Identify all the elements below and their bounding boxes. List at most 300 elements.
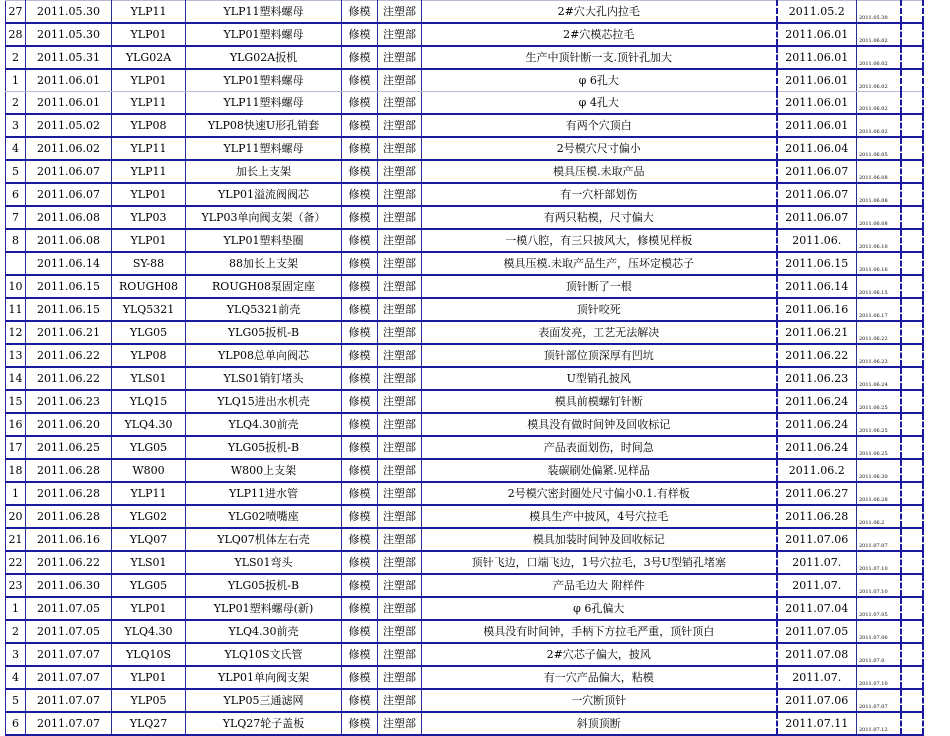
cell-blank [901, 551, 923, 574]
cell-department: 注塑部 [378, 597, 422, 620]
cell-department: 注塑部 [378, 344, 422, 367]
table-row [6, 46, 923, 69]
cell-department: 注塑部 [378, 689, 422, 712]
table-row [6, 229, 923, 252]
cell-confirm-date: 2011.07.07 [857, 689, 901, 712]
cell-repair-type: 修模 [342, 160, 378, 183]
cell-completion-date: 2011.07.06 [777, 528, 857, 551]
cell-repair-type: 修模 [342, 712, 378, 735]
table-row [6, 114, 923, 137]
cell-mold-code: YLQ07 [112, 528, 186, 551]
cell-blank [901, 252, 923, 275]
cell-completion-date: 2011.07.05 [777, 620, 857, 643]
cell-department: 注塑部 [378, 712, 422, 735]
cell-blank [901, 137, 923, 160]
cell-department: 注塑部 [378, 482, 422, 505]
cell-mold-code: YLG05 [112, 574, 186, 597]
cell-row-number: 18 [6, 459, 26, 482]
cell-part-name: YLP05三通滤网 [186, 689, 342, 712]
cell-request-date: 2011.05.31 [26, 46, 112, 69]
cell-part-name: 加长上支架 [186, 160, 342, 183]
cell-confirm-date: 2011.06.22 [857, 321, 901, 344]
cell-repair-type: 修模 [342, 137, 378, 160]
cell-repair-type: 修模 [342, 298, 378, 321]
cell-part-name: YLS01弯头 [186, 551, 342, 574]
cell-completion-date: 2011.06.22 [777, 344, 857, 367]
cell-blank [901, 114, 923, 137]
cell-confirm-date: 2011.06.15 [857, 275, 901, 298]
cell-part-name: YLQ4.30前壳 [186, 413, 342, 436]
cell-completion-date: 2011.07.06 [777, 689, 857, 712]
cell-issue-description: 模具没有时间钟，手柄下方拉毛严重，顶针顶白 [422, 620, 777, 643]
cell-repair-type: 修模 [342, 551, 378, 574]
cell-confirm-date: 2011.07.06 [857, 620, 901, 643]
cell-part-name: YLP01塑料螺母 [186, 69, 342, 92]
cell-mold-code: YLS01 [112, 367, 186, 390]
cell-row-number: 15 [6, 390, 26, 413]
cell-department: 注塑部 [378, 23, 422, 46]
cell-request-date: 2011.06.08 [26, 206, 112, 229]
cell-mold-code: YLP01 [112, 69, 186, 92]
cell-request-date: 2011.07.05 [26, 620, 112, 643]
cell-part-name: YLG02A扳机 [186, 46, 342, 69]
cell-row-number: 6 [6, 712, 26, 735]
table-row [6, 413, 923, 436]
cell-mold-code: YLP11 [112, 92, 186, 115]
table-row [6, 574, 923, 597]
cell-repair-type: 修模 [342, 183, 378, 206]
cell-confirm-date: 2011.06.02 [857, 69, 901, 92]
cell-confirm-date: 2011.06.08 [857, 160, 901, 183]
table-row [6, 643, 923, 666]
cell-completion-date: 2011.06.24 [777, 413, 857, 436]
cell-mold-code: YLP03 [112, 206, 186, 229]
table-row [6, 344, 923, 367]
cell-issue-description: 模具加装时间钟及回收标记 [422, 528, 777, 551]
cell-repair-type: 修模 [342, 229, 378, 252]
cell-mold-code: YLP11 [112, 1, 186, 24]
cell-repair-type: 修模 [342, 597, 378, 620]
cell-issue-description: 2号模穴尺寸偏小 [422, 137, 777, 160]
cell-issue-description: 顶针咬死 [422, 298, 777, 321]
cell-request-date: 2011.06.22 [26, 367, 112, 390]
cell-confirm-date: 2011.06.25 [857, 390, 901, 413]
cell-row-number: 1 [6, 482, 26, 505]
table-row [6, 436, 923, 459]
cell-request-date: 2011.06.23 [26, 390, 112, 413]
cell-mold-code: YLP01 [112, 23, 186, 46]
cell-department: 注塑部 [378, 229, 422, 252]
cell-repair-type: 修模 [342, 413, 378, 436]
cell-request-date: 2011.06.22 [26, 551, 112, 574]
cell-repair-type: 修模 [342, 390, 378, 413]
cell-part-name: YLG05扳机-B [186, 321, 342, 344]
cell-request-date: 2011.06.28 [26, 482, 112, 505]
cell-blank [901, 390, 923, 413]
table-row [6, 1, 923, 24]
cell-blank [901, 505, 923, 528]
cell-department: 注塑部 [378, 298, 422, 321]
cell-confirm-date: 2011.06.25 [857, 413, 901, 436]
cell-request-date: 2011.06.15 [26, 298, 112, 321]
cell-confirm-date: 2011.05.30 [857, 1, 901, 24]
cell-confirm-date: 2011.07.12 [857, 712, 901, 735]
cell-row-number: 2 [6, 46, 26, 69]
cell-mold-code: YLP11 [112, 482, 186, 505]
cell-mold-code: YLQ5321 [112, 298, 186, 321]
cell-part-name: YLS01销钉堵头 [186, 367, 342, 390]
table-row [6, 92, 923, 115]
cell-request-date: 2011.06.28 [26, 459, 112, 482]
cell-completion-date: 2011.06.23 [777, 367, 857, 390]
cell-issue-description: 2#穴芯子偏大，披风 [422, 643, 777, 666]
cell-blank [901, 367, 923, 390]
cell-mold-code: YLG02A [112, 46, 186, 69]
cell-completion-date: 2011.06.16 [777, 298, 857, 321]
cell-request-date: 2011.06.02 [26, 137, 112, 160]
cell-request-date: 2011.06.28 [26, 505, 112, 528]
cell-request-date: 2011.06.22 [26, 344, 112, 367]
cell-department: 注塑部 [378, 183, 422, 206]
cell-issue-description: 有两个穴顶白 [422, 114, 777, 137]
cell-blank [901, 666, 923, 689]
cell-confirm-date: 2011.06.23 [857, 344, 901, 367]
cell-repair-type: 修模 [342, 666, 378, 689]
cell-issue-description: φ 6孔大 [422, 69, 777, 92]
cell-blank [901, 436, 923, 459]
cell-request-date: 2011.07.07 [26, 689, 112, 712]
cell-blank [901, 597, 923, 620]
cell-request-date: 2011.06.15 [26, 275, 112, 298]
table-row [6, 620, 923, 643]
cell-repair-type: 修模 [342, 505, 378, 528]
cell-completion-date: 2011.07. [777, 551, 857, 574]
cell-completion-date: 2011.06.21 [777, 321, 857, 344]
cell-repair-type: 修模 [342, 689, 378, 712]
cell-confirm-date: 2011.06.02 [857, 92, 901, 115]
cell-confirm-date: 2011.06.24 [857, 367, 901, 390]
cell-part-name: YLQ15进出水机壳 [186, 390, 342, 413]
cell-blank [901, 46, 923, 69]
cell-completion-date: 2011.07.08 [777, 643, 857, 666]
cell-confirm-date: 2011.07.07 [857, 528, 901, 551]
cell-row-number: 3 [6, 114, 26, 137]
cell-issue-description: 2#穴大孔内拉毛 [422, 1, 777, 24]
cell-request-date: 2011.06.16 [26, 528, 112, 551]
table-row [6, 183, 923, 206]
cell-blank [901, 1, 923, 24]
cell-part-name: YLQ27轮子盖板 [186, 712, 342, 735]
cell-blank [901, 482, 923, 505]
cell-row-number: 17 [6, 436, 26, 459]
cell-blank [901, 298, 923, 321]
cell-issue-description: 模具生产中披风，4号穴拉毛 [422, 505, 777, 528]
cell-completion-date: 2011.06. [777, 229, 857, 252]
cell-issue-description: 产品表面划伤，时间急 [422, 436, 777, 459]
cell-department: 注塑部 [378, 92, 422, 115]
cell-blank [901, 160, 923, 183]
cell-completion-date: 2011.06.24 [777, 436, 857, 459]
cell-issue-description: 生产中顶针断一支.顶针孔加大 [422, 46, 777, 69]
cell-issue-description: 产品毛边大 附样件 [422, 574, 777, 597]
cell-issue-description: 装碳刷处偏紧.见样品 [422, 459, 777, 482]
cell-issue-description: 顶针断了一根 [422, 275, 777, 298]
cell-part-name: YLQ4.30前壳 [186, 620, 342, 643]
cell-part-name: YLG02喷嘴座 [186, 505, 342, 528]
cell-confirm-date: 2011.07.10 [857, 666, 901, 689]
cell-repair-type: 修模 [342, 23, 378, 46]
cell-part-name: YLG05扳机-B [186, 436, 342, 459]
cell-department: 注塑部 [378, 137, 422, 160]
cell-repair-type: 修模 [342, 344, 378, 367]
cell-request-date: 2011.07.05 [26, 597, 112, 620]
cell-confirm-date: 2011.06.30 [857, 459, 901, 482]
cell-issue-description: 2#穴模芯拉毛 [422, 23, 777, 46]
table-row [6, 321, 923, 344]
cell-confirm-date: 2011.06.10 [857, 229, 901, 252]
cell-repair-type: 修模 [342, 482, 378, 505]
cell-repair-type: 修模 [342, 92, 378, 115]
cell-part-name: W800上支架 [186, 459, 342, 482]
cell-completion-date: 2011.06.01 [777, 46, 857, 69]
cell-row-number: 5 [6, 160, 26, 183]
cell-department: 注塑部 [378, 252, 422, 275]
cell-issue-description: 有一穴杆部划伤 [422, 183, 777, 206]
cell-row-number: 16 [6, 413, 26, 436]
cell-confirm-date: 2011.06.25 [857, 436, 901, 459]
cell-row-number [6, 252, 26, 275]
cell-department: 注塑部 [378, 69, 422, 92]
cell-completion-date: 2011.06.04 [777, 137, 857, 160]
cell-issue-description: 有两只粘模，尺寸偏大 [422, 206, 777, 229]
cell-part-name: 88加长上支架 [186, 252, 342, 275]
cell-repair-type: 修模 [342, 528, 378, 551]
cell-issue-description: 表面发亮，工艺无法解决 [422, 321, 777, 344]
cell-row-number: 12 [6, 321, 26, 344]
cell-mold-code: W800 [112, 459, 186, 482]
cell-repair-type: 修模 [342, 643, 378, 666]
cell-request-date: 2011.05.30 [26, 1, 112, 24]
cell-row-number: 3 [6, 643, 26, 666]
cell-completion-date: 2011.06.15 [777, 252, 857, 275]
cell-blank [901, 413, 923, 436]
cell-blank [901, 183, 923, 206]
cell-issue-description: 斜顶顶断 [422, 712, 777, 735]
cell-row-number: 22 [6, 551, 26, 574]
cell-request-date: 2011.06.30 [26, 574, 112, 597]
table-row [6, 666, 923, 689]
cell-confirm-date: 2011.06.17 [857, 298, 901, 321]
cell-issue-description: 有一穴产品偏大，粘模 [422, 666, 777, 689]
cell-repair-type: 修模 [342, 620, 378, 643]
cell-completion-date: 2011.06.01 [777, 69, 857, 92]
table-body [6, 1, 923, 736]
table-row [6, 252, 923, 275]
cell-row-number: 4 [6, 137, 26, 160]
cell-request-date: 2011.05.30 [26, 23, 112, 46]
cell-repair-type: 修模 [342, 114, 378, 137]
cell-mold-code: YLQ10S [112, 643, 186, 666]
cell-repair-type: 修模 [342, 46, 378, 69]
cell-row-number: 7 [6, 206, 26, 229]
cell-confirm-date: 2011.07.0 [857, 643, 901, 666]
cell-mold-code: YLP11 [112, 137, 186, 160]
cell-part-name: YLP03单向阀支架（备） [186, 206, 342, 229]
cell-blank [901, 229, 923, 252]
cell-completion-date: 2011.07.04 [777, 597, 857, 620]
cell-completion-date: 2011.06.07 [777, 160, 857, 183]
table-row [6, 459, 923, 482]
cell-row-number: 23 [6, 574, 26, 597]
cell-row-number: 27 [6, 1, 26, 24]
cell-request-date: 2011.07.07 [26, 666, 112, 689]
cell-confirm-date: 2011.06.2 [857, 505, 901, 528]
cell-row-number: 8 [6, 229, 26, 252]
repair-log-table [5, 0, 924, 736]
cell-completion-date: 2011.06.07 [777, 206, 857, 229]
cell-mold-code: YLP11 [112, 160, 186, 183]
cell-completion-date: 2011.06.2 [777, 459, 857, 482]
cell-blank [901, 689, 923, 712]
cell-department: 注塑部 [378, 367, 422, 390]
cell-completion-date: 2011.07. [777, 574, 857, 597]
cell-request-date: 2011.06.20 [26, 413, 112, 436]
table-row [6, 23, 923, 46]
cell-mold-code: YLQ4.30 [112, 413, 186, 436]
cell-request-date: 2011.06.08 [26, 229, 112, 252]
cell-confirm-date: 2011.06.05 [857, 137, 901, 160]
cell-department: 注塑部 [378, 666, 422, 689]
cell-blank [901, 321, 923, 344]
cell-repair-type: 修模 [342, 321, 378, 344]
table-row [6, 160, 923, 183]
cell-repair-type: 修模 [342, 206, 378, 229]
cell-confirm-date: 2011.07.10 [857, 574, 901, 597]
cell-department: 注塑部 [378, 1, 422, 24]
cell-blank [901, 69, 923, 92]
table-row [6, 298, 923, 321]
cell-department: 注塑部 [378, 206, 422, 229]
cell-row-number: 11 [6, 298, 26, 321]
cell-department: 注塑部 [378, 459, 422, 482]
cell-department: 注塑部 [378, 390, 422, 413]
cell-issue-description: 2号模穴密封圈处尺寸偏小0.1.有样板 [422, 482, 777, 505]
cell-part-name: YLG05扳机-B [186, 574, 342, 597]
cell-repair-type: 修模 [342, 436, 378, 459]
table-row [6, 597, 923, 620]
table-row [6, 390, 923, 413]
table-row [6, 69, 923, 92]
cell-completion-date: 2011.06.01 [777, 23, 857, 46]
table-row [6, 482, 923, 505]
cell-request-date: 2011.06.01 [26, 69, 112, 92]
cell-confirm-date: 2011.07.05 [857, 597, 901, 620]
cell-confirm-date: 2011.06.02 [857, 114, 901, 137]
cell-row-number: 1 [6, 597, 26, 620]
cell-mold-code: YLP01 [112, 597, 186, 620]
cell-department: 注塑部 [378, 551, 422, 574]
cell-blank [901, 206, 923, 229]
cell-department: 注塑部 [378, 574, 422, 597]
cell-blank [901, 275, 923, 298]
cell-issue-description: φ 6孔偏大 [422, 597, 777, 620]
cell-completion-date: 2011.06.14 [777, 275, 857, 298]
cell-part-name: YLP11塑料螺母 [186, 92, 342, 115]
cell-completion-date: 2011.06.27 [777, 482, 857, 505]
cell-completion-date: 2011.07.11 [777, 712, 857, 735]
cell-blank [901, 344, 923, 367]
cell-part-name: YLP11塑料螺母 [186, 1, 342, 24]
cell-mold-code: YLP01 [112, 666, 186, 689]
cell-row-number: 13 [6, 344, 26, 367]
cell-blank [901, 620, 923, 643]
cell-repair-type: 修模 [342, 367, 378, 390]
cell-blank [901, 574, 923, 597]
cell-department: 注塑部 [378, 275, 422, 298]
cell-department: 注塑部 [378, 620, 422, 643]
cell-completion-date: 2011.06.01 [777, 114, 857, 137]
cell-mold-code: YLP05 [112, 689, 186, 712]
cell-request-date: 2011.06.25 [26, 436, 112, 459]
cell-repair-type: 修模 [342, 574, 378, 597]
cell-confirm-date: 2011.06.16 [857, 252, 901, 275]
cell-repair-type: 修模 [342, 69, 378, 92]
table-row [6, 551, 923, 574]
cell-row-number: 10 [6, 275, 26, 298]
cell-mold-code: YLG02 [112, 505, 186, 528]
cell-confirm-date: 2011.06.08 [857, 183, 901, 206]
cell-issue-description: 顶针飞边，口端飞边，1号穴拉毛，3号U型销孔堵塞 [422, 551, 777, 574]
cell-blank [901, 459, 923, 482]
cell-mold-code: YLG05 [112, 436, 186, 459]
cell-part-name: YLP01塑料螺母 [186, 23, 342, 46]
cell-request-date: 2011.05.02 [26, 114, 112, 137]
cell-repair-type: 修模 [342, 252, 378, 275]
table-row [6, 689, 923, 712]
cell-mold-code: YLP08 [112, 114, 186, 137]
cell-repair-type: 修模 [342, 459, 378, 482]
cell-row-number: 6 [6, 183, 26, 206]
table-row [6, 505, 923, 528]
cell-mold-code: YLQ15 [112, 390, 186, 413]
cell-department: 注塑部 [378, 114, 422, 137]
cell-repair-type: 修模 [342, 275, 378, 298]
cell-blank [901, 92, 923, 115]
cell-mold-code: YLQ4.30 [112, 620, 186, 643]
cell-mold-code: SY-88 [112, 252, 186, 275]
cell-request-date: 2011.06.14 [26, 252, 112, 275]
cell-completion-date: 2011.05.2 [777, 1, 857, 24]
cell-department: 注塑部 [378, 46, 422, 69]
cell-completion-date: 2011.06.01 [777, 92, 857, 115]
cell-part-name: YLP01单向阀支架 [186, 666, 342, 689]
cell-confirm-date: 2011.06.02 [857, 46, 901, 69]
cell-completion-date: 2011.06.28 [777, 505, 857, 528]
table-row [6, 712, 923, 735]
cell-request-date: 2011.07.07 [26, 712, 112, 735]
cell-row-number: 20 [6, 505, 26, 528]
table-row [6, 137, 923, 160]
cell-part-name: YLP01塑料垫圈 [186, 229, 342, 252]
cell-mold-code: YLP08 [112, 344, 186, 367]
cell-department: 注塑部 [378, 160, 422, 183]
cell-row-number: 2 [6, 620, 26, 643]
cell-completion-date: 2011.06.07 [777, 183, 857, 206]
cell-department: 注塑部 [378, 505, 422, 528]
cell-issue-description: 模具前模螺钉针断 [422, 390, 777, 413]
table-row [6, 206, 923, 229]
table-row [6, 275, 923, 298]
